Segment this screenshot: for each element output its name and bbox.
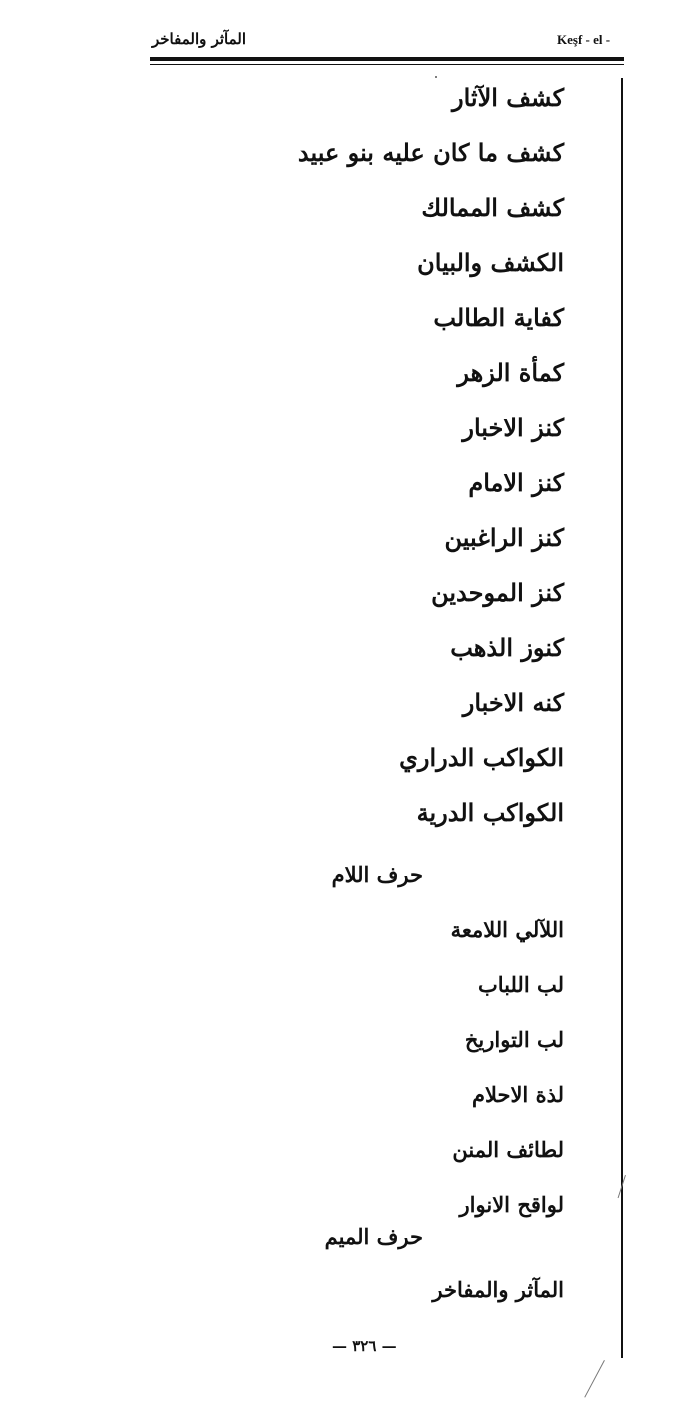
list-item: لطائف المنن	[452, 1137, 564, 1162]
list-item: كشف الآثار	[452, 83, 564, 112]
scan-stroke	[584, 1360, 605, 1398]
list-item: المآثر والمفاخر	[432, 1277, 564, 1302]
list-item: لب التواريخ	[464, 1027, 564, 1052]
list-item: لب اللباب	[477, 972, 564, 997]
entry-list-lam	[451, 912, 564, 1242]
list-item: اللآلي اللامعة	[450, 917, 564, 942]
list-item: كنز الراغبين	[444, 523, 564, 552]
list-item: الكشف والبيان	[417, 248, 564, 277]
list-item: الكواكب الدراري	[399, 743, 564, 772]
list-item: كنز الامام	[468, 468, 564, 497]
running-header-title: المآثر والمفاخر	[152, 30, 247, 48]
page-number: — ٣٢٦ —	[332, 1337, 397, 1355]
list-item: الكواكب الدرية	[416, 798, 564, 827]
list-item: كنز الموحدين	[431, 578, 564, 607]
entry-list-mim	[432, 1272, 564, 1327]
scan-speck	[435, 76, 437, 78]
running-header-latin: Keşf - el -	[557, 32, 611, 47]
list-item: كنوز الذهب	[450, 633, 564, 662]
list-item: كنز الاخبار	[462, 413, 564, 442]
entry-list-kaf	[298, 80, 564, 850]
list-item: كشف ما كان عليه بنو عبيد	[297, 138, 564, 167]
header-rule-thin	[150, 64, 624, 65]
list-item: لواقح الانوار	[459, 1192, 564, 1217]
list-item: كشف الممالك	[421, 193, 564, 222]
list-item: كنه الاخبار	[462, 688, 564, 717]
section-heading-mim: حرف الميم	[324, 1224, 423, 1249]
list-item: لذة الاحلام	[471, 1082, 564, 1107]
header-rule-thick	[150, 57, 624, 61]
section-heading-lam: حرف اللام	[331, 862, 423, 887]
list-item: كمأة الزهر	[457, 358, 564, 387]
list-item: كفاية الطالب	[433, 303, 564, 332]
margin-rule	[621, 78, 623, 1358]
